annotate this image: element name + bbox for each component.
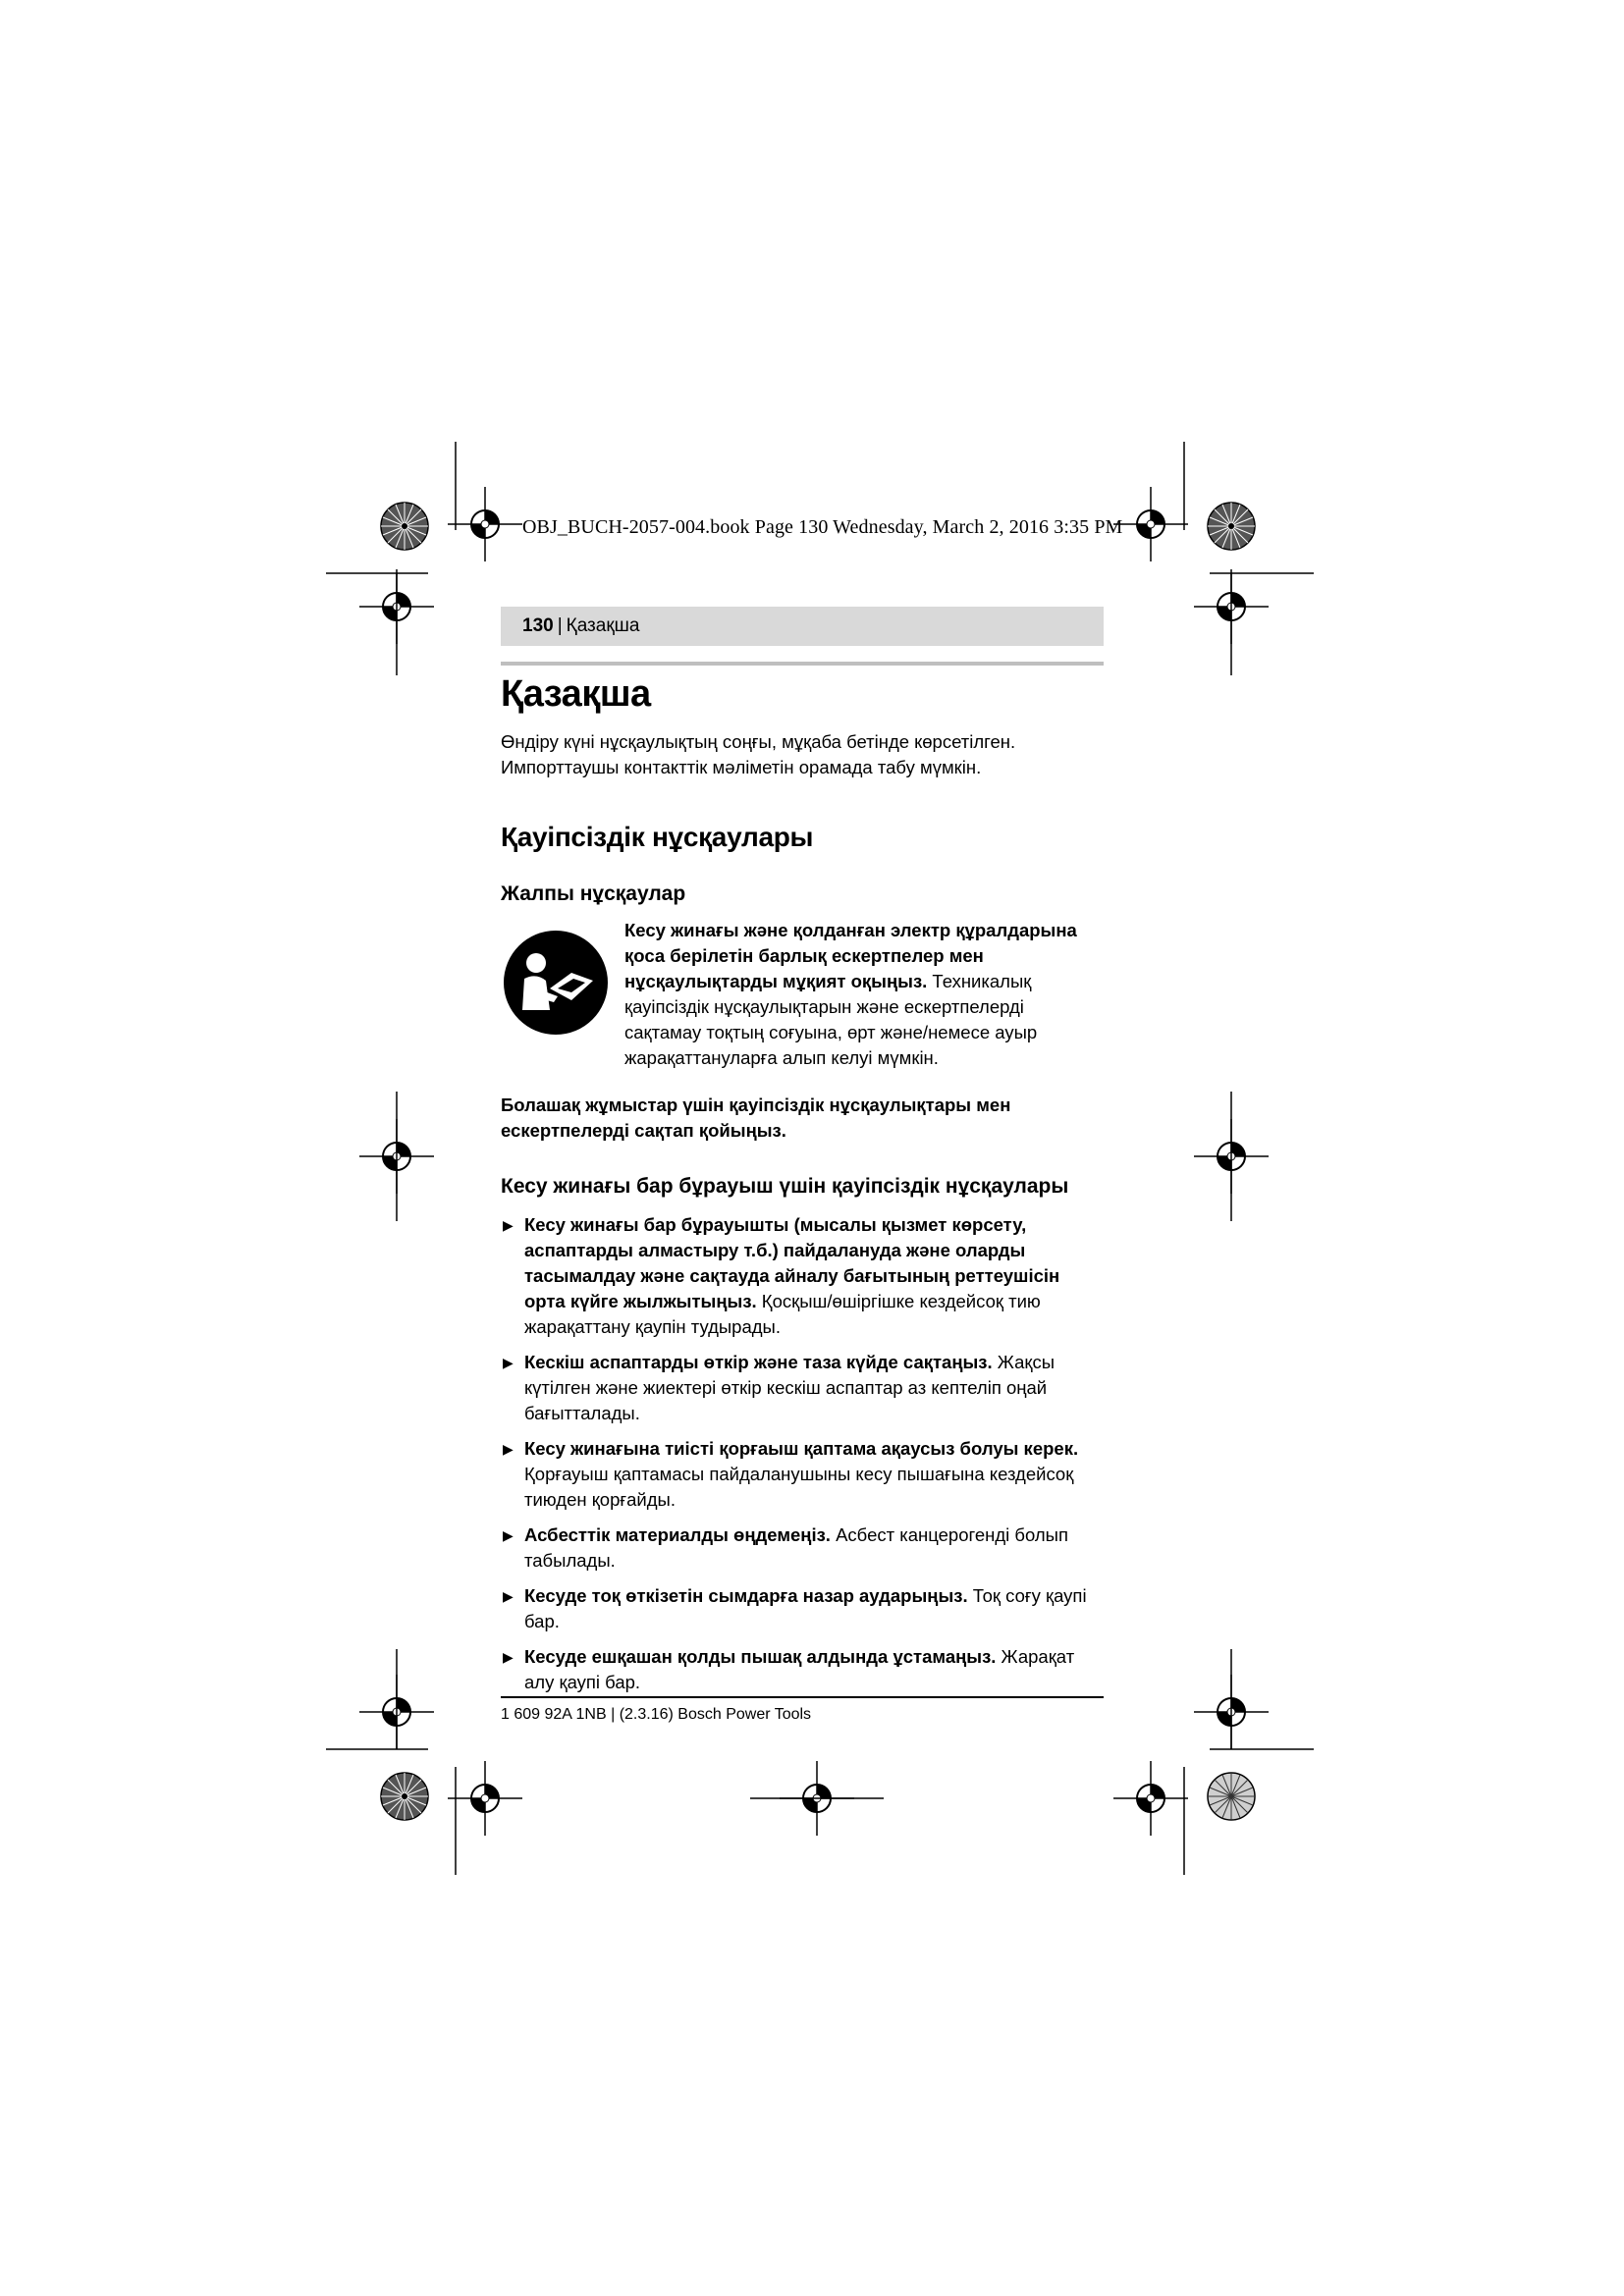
footer-rule — [501, 1696, 1104, 1698]
drill-safety-list — [501, 1212, 1104, 1695]
list-item — [501, 1350, 1104, 1426]
item-bold: Асбесттік материалды өңдемеңіз. — [524, 1524, 831, 1545]
keep-instructions-note: Болашақ жұмыстар үшін қауіпсіздік нұсқаулықтары мен ескертпелерді сақтап қойыңыз. — [501, 1095, 1011, 1141]
list-item — [501, 1212, 1104, 1340]
page-title: Қазақша — [501, 673, 651, 715]
item-bold: Кесу жинағына тиісті қорғаыш қаптама ақаусыз болуы керек. — [524, 1438, 1079, 1459]
drill-safety-heading: Кесу жинағы бар бұрауыш үшін қауіпсіздік нұсқаулары — [501, 1175, 1069, 1198]
list-item — [501, 1522, 1104, 1574]
item-text: Жарақат алу қаупі бар. — [524, 1646, 1075, 1692]
section-title: Қауіпсіздік нұсқаулары — [501, 822, 814, 852]
intro-line-1: Өндіру күні нұсқаулықтың соңғы, мұқаба бетінде көрсетілген. — [501, 731, 1016, 752]
read-manual-icon — [503, 930, 609, 1036]
intro-line-2: Импорттаушы контакттік мәліметін орамада табу мүмкін. — [501, 757, 982, 777]
item-text: Асбест канцерогенді болып табылады. — [524, 1524, 1068, 1571]
warning-regular: Техникалық қауіпсіздік нұсқаулықтарын және ескертпелерді сақтамау тоқтың соғуына, өрт және/немесе ауыр жарақаттануларға алып келуі мүмкін. — [624, 971, 1038, 1068]
page-content — [501, 607, 1104, 1705]
list-item — [501, 1644, 1104, 1695]
header-language: Қазақша — [566, 615, 640, 636]
page-footer — [501, 1696, 1104, 1724]
item-text: Тоқ соғу қаупі бар. — [524, 1585, 1087, 1631]
item-bold: Кесуде ешқашан қолды пышақ алдында ұстамаңыз. — [524, 1646, 997, 1667]
general-heading: Жалпы нұсқаулар — [501, 882, 686, 905]
list-item — [501, 1436, 1104, 1513]
page-number: 130 — [522, 615, 554, 636]
item-bold: Кесу жинағы бар бұрауышты (мысалы қызмет көрсету, аспаптарды алмастыру т.б.) пайдалануда және оларды тасымалдау және сақтауда айналу бағытының реттеушісін орта күйге жылжытыңыз. — [524, 1214, 1060, 1311]
bullet-arrow-icon: ▶ — [503, 1588, 514, 1604]
running-header — [501, 607, 1104, 646]
warning-bold: Кесу жинағы және қолданған электр құралдарына қоса берілетін барлық ескертпелер мен нұсқаулықтарды мұқият оқыңыз. — [624, 920, 1077, 991]
bullet-arrow-icon: ▶ — [503, 1441, 514, 1457]
item-text: Қорғауыш қаптамасы пайдаланушыны кесу пышағына кездейсоқ тиюден қорғайды. — [524, 1464, 1074, 1510]
bullet-arrow-icon: ▶ — [503, 1649, 514, 1665]
bullet-arrow-icon: ▶ — [503, 1527, 514, 1543]
item-bold: Кесуде тоқ өткізетін сымдарға назар аударыңыз. — [524, 1585, 968, 1606]
item-bold: Кескіш аспаптарды өткір және таза күйде сақтаңыз. — [524, 1352, 993, 1372]
slug-line: OBJ_BUCH-2057-004.book Page 130 Wednesday, March 2, 2016 3:35 PM — [522, 516, 1123, 538]
item-text: Қосқыш/өшіргішке кездейсоқ тию жарақаттану қаупін тудырады. — [524, 1291, 1041, 1337]
warning-text — [624, 918, 1104, 1071]
header-rule — [501, 662, 1104, 666]
footer-text: 1 609 92A 1NB | (2.3.16) Bosch Power Tools — [501, 1706, 812, 1723]
list-item — [501, 1583, 1104, 1634]
header-separator: | — [557, 615, 563, 636]
read-manual-warning — [501, 918, 1104, 1071]
item-text: Жақсы күтілген және жиектері өткір кескіш аспаптар аз кептеліп оңай бағытталады. — [524, 1352, 1056, 1423]
bullet-arrow-icon: ▶ — [503, 1217, 514, 1233]
bullet-arrow-icon: ▶ — [503, 1355, 514, 1370]
